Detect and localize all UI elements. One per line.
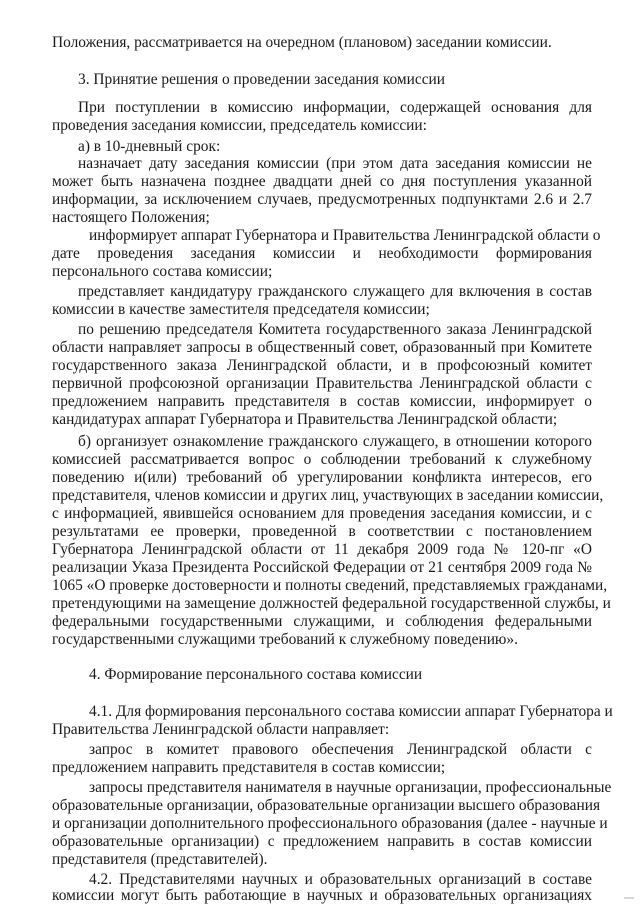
paragraph-line: Положения, рассматривается на очередном (плановом) заседании комиссии. bbox=[52, 34, 552, 51]
paragraph-line: образовательные организации) с предложением направить в состав комиссии bbox=[52, 833, 592, 850]
paragraph-line: запросы представителя нанимателя в научные организации, профессиональные bbox=[89, 779, 612, 796]
paragraph-line: Губернатора Ленинградской области от 11 декабря 2009 года № 120-пг «О bbox=[52, 541, 592, 558]
paragraph-line: 4.2. Представителями научных и образовательных организаций в составе bbox=[89, 871, 592, 888]
paragraph-line: с информацией, явившейся основанием для проведения заседания комиссии, и с bbox=[52, 505, 592, 522]
paragraph-line: области направляет запросы в общественный совет, образованный при Комитете bbox=[52, 339, 592, 356]
paragraph-line: результатами ее проверки, проведенной в соответствии с постановлением bbox=[52, 523, 592, 540]
paragraph-line: назначает дату заседания комиссии (при этом дата заседания комиссии не bbox=[78, 155, 592, 172]
paragraph-line: 4.1. Для формирования персонального состава комиссии аппарат Губернатора и bbox=[89, 703, 613, 720]
paragraph-line: кандидатурах аппарат Губернатора и Правительства Ленинградской области; bbox=[52, 411, 558, 428]
paragraph-line: запрос в комитет правового обеспечения Ленинградской области с bbox=[89, 741, 592, 758]
paragraph-line: б) организует ознакомление гражданского служащего, в отношении которого bbox=[78, 433, 592, 450]
paragraph-line: представляет кандидатуру гражданского служащего для включения в состав bbox=[78, 283, 592, 300]
paragraph-line: представителя (представителей). bbox=[52, 851, 268, 868]
paragraph-line: информации, за исключением случаев, предусмотренных подпунктами 2.6 и 2.7 bbox=[52, 191, 592, 208]
paragraph-line: Правительства Ленинградской области направляет: bbox=[52, 721, 390, 738]
paragraph-line: первичной профсоюзной организации Правительства Ленинградской области с bbox=[52, 375, 592, 392]
paragraph-line: может быть назначена позднее двадцати дней со дня поступления указанной bbox=[52, 173, 592, 190]
paragraph-line: предложением направить представителя в состав комиссии; bbox=[52, 759, 446, 776]
paragraph-line: дате проведения заседания комиссии и необходимости формирования bbox=[52, 245, 592, 262]
paragraph-line: информирует аппарат Губернатора и Правительства Ленинградской области о bbox=[89, 227, 601, 244]
paragraph-line: по решению председателя Комитета государственного заказа Ленинградской bbox=[78, 321, 592, 338]
paragraph-line: образовательные организации, образовательные организации высшего образования bbox=[52, 797, 601, 814]
paragraph-line: настоящего Положения; bbox=[52, 209, 210, 226]
paragraph-line: претендующими на замещение должностей федеральной государственной службы, и bbox=[52, 595, 611, 612]
paragraph-line: а) в 10-дневный срок: bbox=[78, 138, 221, 155]
paragraph-line: комиссии в качестве заместителя председателя комиссии; bbox=[52, 301, 430, 318]
paragraph-line: проведения заседания комиссии, председатель комиссии: bbox=[52, 117, 427, 134]
scan-artifact bbox=[624, 897, 634, 899]
paragraph-line: представителя, членов комиссии и других лиц, участвующих в заседании комиссии, bbox=[52, 487, 604, 504]
paragraph-line: комиссией рассматривается вопрос о соблюдении требований к служебному bbox=[52, 451, 592, 468]
paragraph-line: При поступлении в комиссию информации, содержащей основания для bbox=[78, 99, 592, 116]
paragraph-line: поведению и(или) требований об урегулировании конфликта интересов, его bbox=[52, 469, 592, 486]
paragraph-line: персонального состава комиссии; bbox=[52, 263, 273, 280]
paragraph-line: и организации дополнительного профессионального образования (далее - научные и bbox=[52, 815, 608, 832]
paragraph-line: государственными служащими требований к служебному поведению». bbox=[52, 631, 518, 648]
section-heading: 4. Формирование персонального состава комиссии bbox=[89, 666, 423, 683]
paragraph-line: предложением направить представителя в состав комиссии, информирует о bbox=[52, 393, 592, 410]
paragraph-line: 1065 «О проверке достоверности и полноты сведений, представляемых гражданами, bbox=[52, 577, 608, 594]
paragraph-line: государственного заказа Ленинградской области, и в профсоюзный комитет bbox=[52, 357, 592, 374]
paragraph-line: федеральными государственными служащими, и соблюдения федеральными bbox=[52, 613, 592, 630]
section-heading: 3. Принятие решения о проведении заседания комиссии bbox=[78, 71, 446, 88]
paragraph-line: реализации Указа Президента Российской Федерации от 21 сентября 2009 года № bbox=[52, 559, 592, 576]
paragraph-line: комиссии могут быть работающие в научных и образовательных организациях bbox=[52, 887, 592, 904]
